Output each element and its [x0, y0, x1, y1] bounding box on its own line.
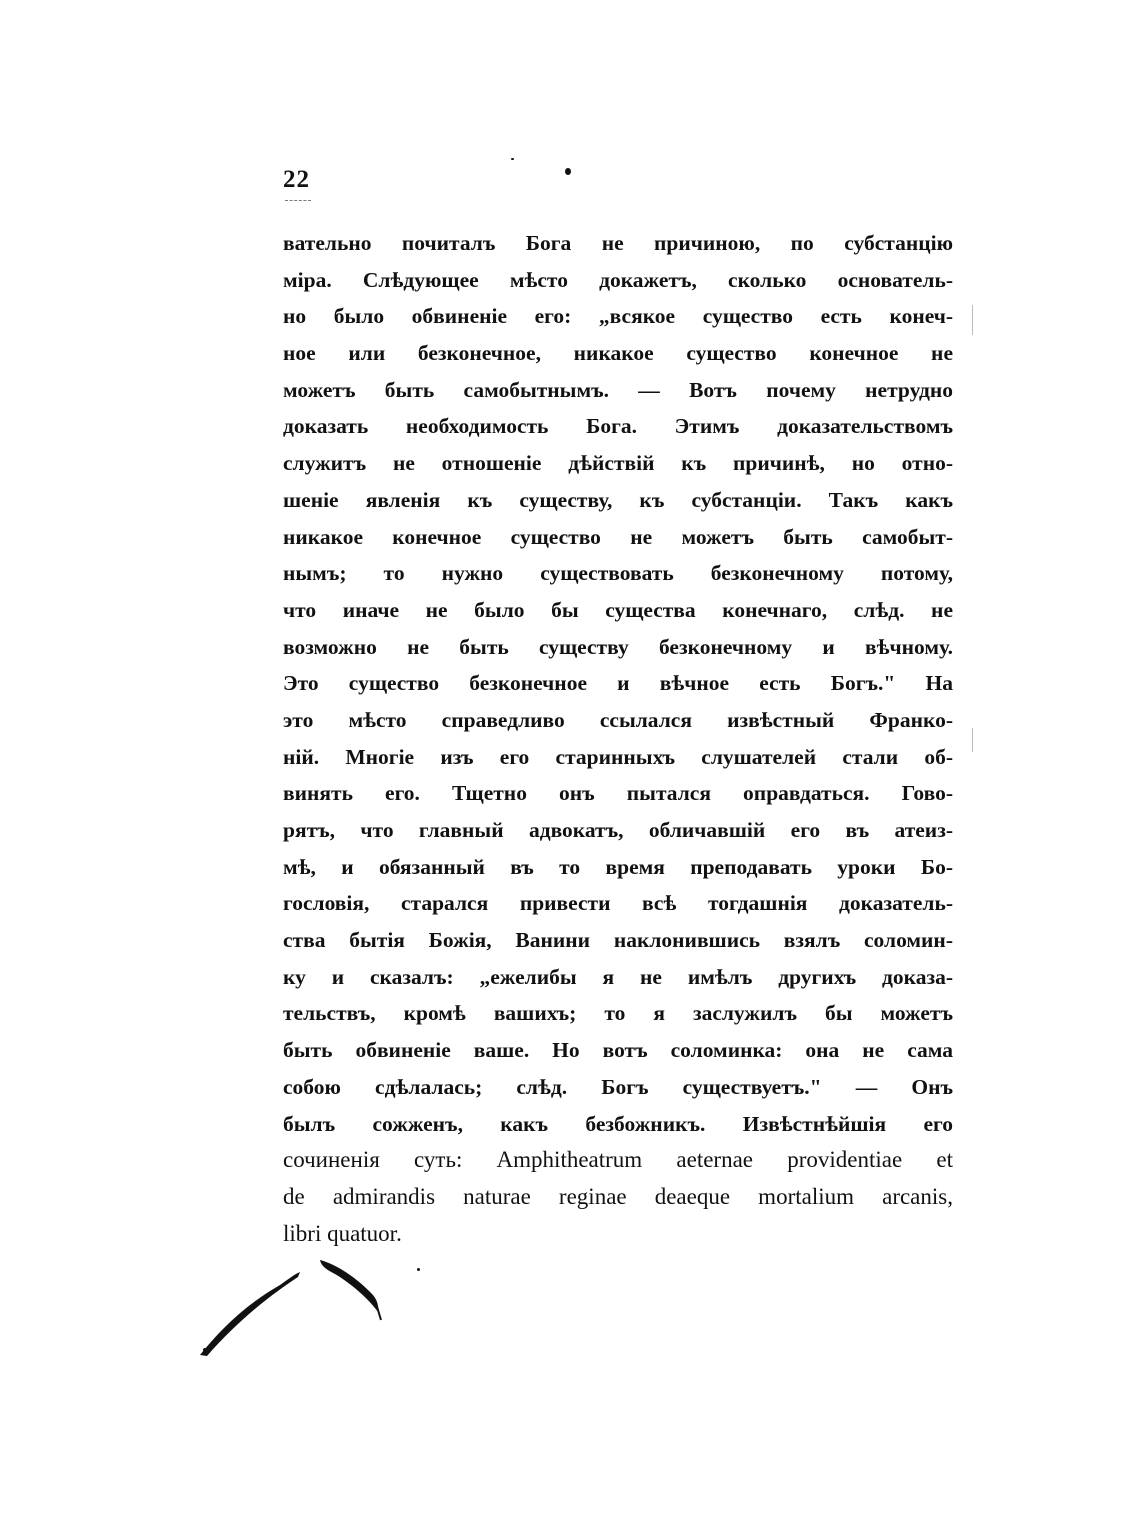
text-line: собою сдѣлалась; слѣд. Богъ существуетъ." — Онъ	[283, 1074, 953, 1099]
page-number-rule	[285, 200, 311, 201]
ink-stroke-mark	[195, 1250, 415, 1370]
text-line: ства бытія Божія, Ванини наклонившись взялъ соломин-	[283, 928, 953, 953]
text-line: былъ сожженъ, какъ безбожникъ. Извѣстнѣйшія его	[283, 1111, 953, 1136]
text-line: libri quatuor.	[283, 1220, 402, 1246]
text-line: ку и сказалъ: „ежелибы я не имѣлъ другихъ доказа-	[283, 964, 953, 989]
text-line: міра. Слѣдующее мѣсто докажетъ, сколько основатель-	[283, 267, 953, 292]
text-line: никакое конечное существо не можетъ быть самобыт-	[283, 524, 953, 549]
text-line: Это существо безконечное и вѣчное есть Богъ." На	[283, 671, 953, 696]
text-line: сочиненія суть: Amphitheatrum aeternae providentiae et	[283, 1147, 953, 1173]
text-line: что иначе не было бы существа конечнаго, слѣд. не	[283, 597, 953, 622]
text-line: возможно не быть существу безконечному и вѣчному.	[283, 634, 953, 659]
text-line: доказать необходимость Бога. Этимъ доказательствомъ	[283, 414, 953, 439]
ink-speck	[565, 168, 571, 175]
text-line: это мѣсто справедливо ссылался извѣстный Франко-	[283, 707, 953, 732]
text-line: нымъ; то нужно существовать безконечному потому,	[283, 561, 953, 586]
text-line: мѣ, и обязанный въ то время преподавать уроки Бо-	[283, 854, 953, 879]
page-number: 22	[283, 166, 310, 193]
text-line: ній. Многіе изъ его старинныхъ слушателей стали об-	[283, 744, 953, 769]
text-line: ное или безконечное, никакое существо конечное не	[283, 341, 953, 366]
text-line: гословія, старался привести всѣ тогдашнія доказатель-	[283, 891, 953, 916]
text-line: винять его. Тщетно онъ пытался оправдаться. Гово-	[283, 781, 953, 806]
ink-speck	[511, 158, 514, 160]
text-line: шеніе явленія къ существу, къ субстанціи. Такъ какъ	[283, 487, 953, 512]
body-text	[283, 225, 953, 1252]
margin-tick	[972, 728, 973, 752]
ink-speck	[417, 1268, 420, 1271]
text-line: de admirandis naturae reginae deaeque mortalium arcanis,	[283, 1183, 953, 1209]
margin-tick	[972, 305, 973, 335]
text-line: быть обвиненіе ваше. Но вотъ соломинка: она не сама	[283, 1038, 953, 1063]
text-line: вательно почиталъ Бога не причиною, по субстанцію	[283, 231, 953, 255]
text-line: но было обвиненіе его: „всякое существо есть конеч-	[283, 304, 953, 329]
text-line: тельствъ, кромѣ вашихъ; то я заслужилъ бы можетъ	[283, 1001, 953, 1026]
text-line: служитъ не отношеніе дѣйствій къ причинѣ, но отно-	[283, 451, 953, 476]
text-line: рятъ, что главный адвокатъ, обличавшій его въ атеиз-	[283, 818, 953, 842]
text-line: можетъ быть самобытнымъ. — Вотъ почему нетрудно	[283, 377, 953, 402]
